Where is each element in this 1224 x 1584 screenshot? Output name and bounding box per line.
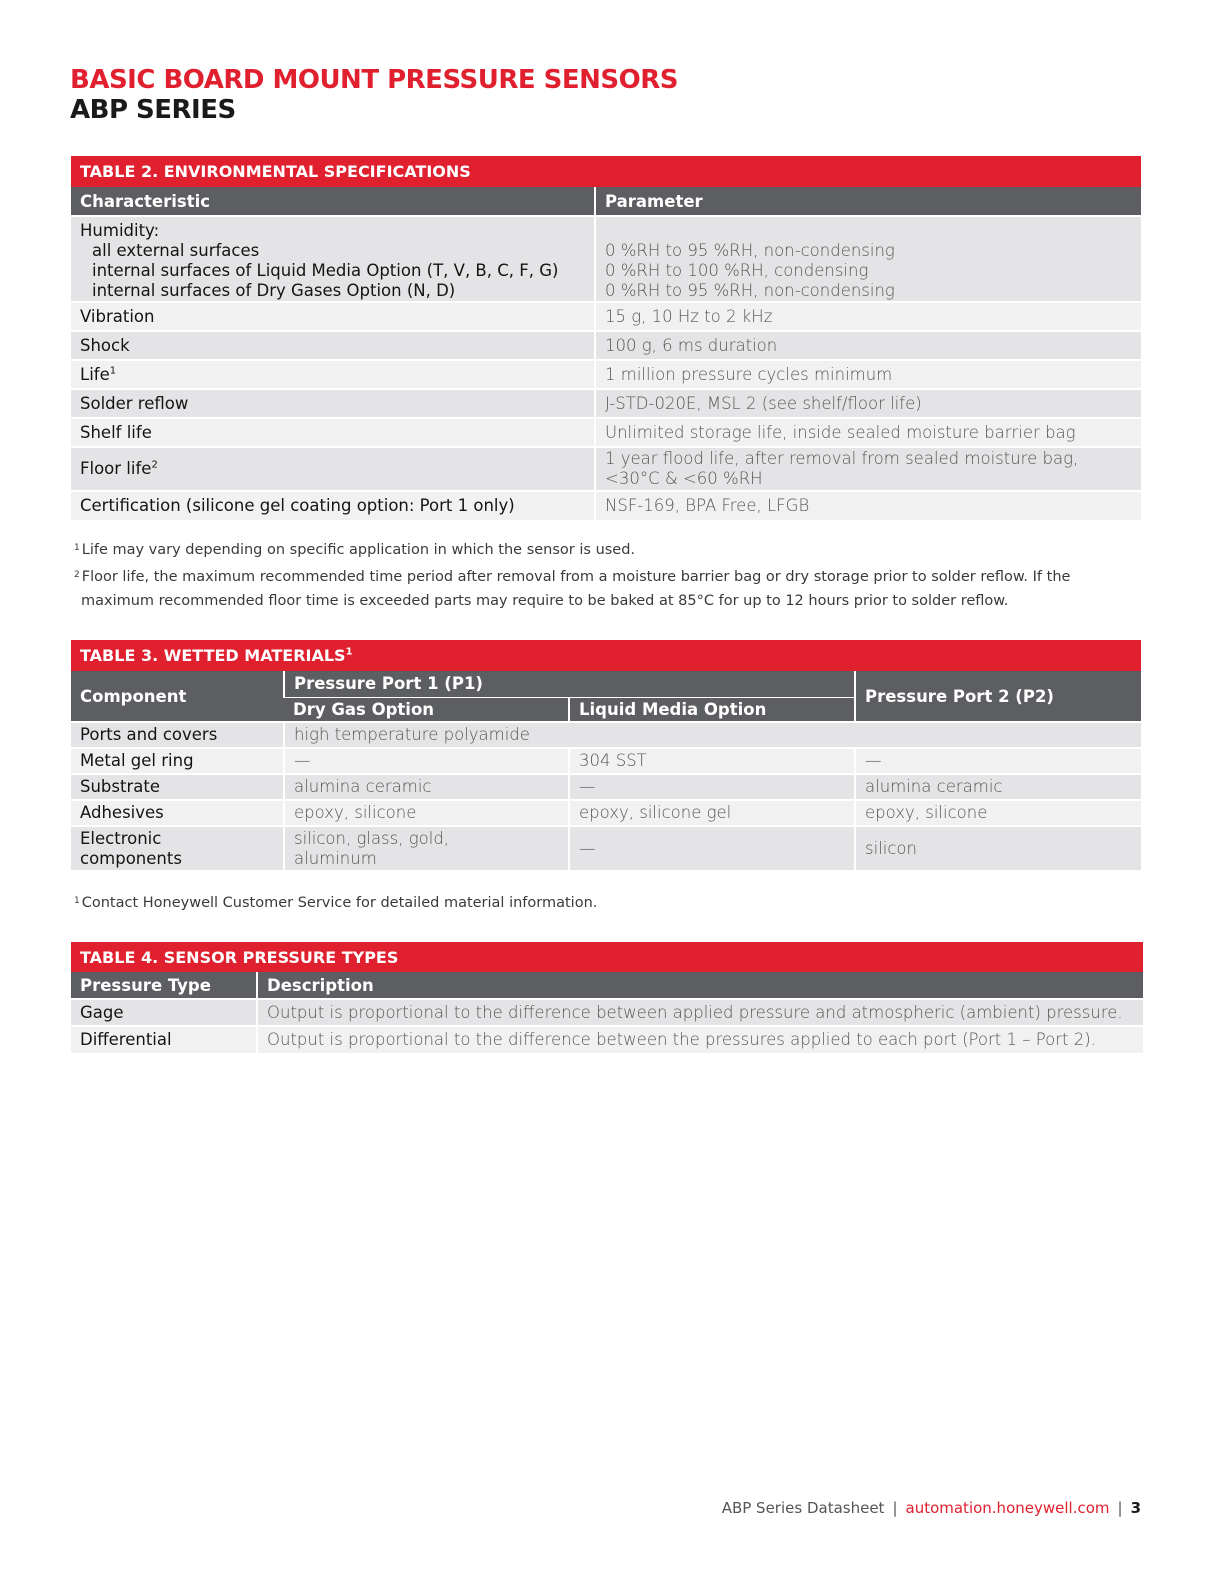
sensor-pressure-types-table	[71, 942, 1143, 1053]
row-label: components	[80, 848, 182, 868]
row-label: Shelf life	[71, 418, 595, 447]
row-value: —	[569, 774, 855, 800]
row-label: Shock	[71, 331, 595, 360]
footnotes-table3	[74, 891, 1149, 915]
row-value: <30°C & <60 %RH	[605, 469, 763, 488]
row-value: 0 %RH to 95 %RH, non-condensing	[605, 241, 895, 260]
row-label: Gage	[71, 999, 257, 1026]
footnotes-table2	[74, 538, 1149, 613]
row-label: Life	[80, 364, 110, 384]
footnote: 1 Contact Honeywell Customer Service for detailed material information.	[74, 895, 598, 911]
column-header: Pressure Port 1 (P1)	[284, 671, 855, 697]
row-value: epoxy, silicone gel	[569, 800, 855, 826]
page-footer	[722, 1499, 1141, 1517]
column-header: Parameter	[595, 187, 1141, 216]
row-label: Floor life	[80, 459, 152, 478]
page-title: BASIC BOARD MOUNT PRESSURE SENSORS	[70, 65, 678, 95]
table-row	[71, 999, 1143, 1026]
environmental-specifications-table	[71, 156, 1141, 520]
row-value: silicon	[855, 826, 1141, 870]
row-label: Ports and covers	[71, 722, 284, 748]
footer-separator: |	[892, 1499, 898, 1517]
column-header: Component	[71, 671, 284, 722]
row-value: Output is proportional to the difference between applied pressure and atmospheric (ambient) pressure.	[257, 999, 1143, 1026]
row-value: epoxy, silicone	[284, 800, 569, 826]
page-header	[70, 64, 678, 124]
table-caption: TABLE 3. WETTED MATERIALS	[80, 646, 346, 665]
table-row	[71, 491, 1141, 520]
table-row	[71, 447, 1141, 491]
column-header: Pressure Port 2 (P2)	[855, 671, 1141, 722]
row-value: 0 %RH to 95 %RH, non-condensing	[605, 281, 895, 300]
table-row	[71, 826, 1141, 870]
table-row	[71, 216, 1141, 302]
footnote: 1 Life may vary depending on specific application in which the sensor is used.	[74, 542, 636, 558]
row-value: 0 %RH to 100 %RH, condensing	[605, 261, 869, 280]
column-header: Liquid Media Option	[569, 697, 855, 722]
column-header: Pressure Type	[71, 972, 257, 999]
table-row	[71, 774, 1141, 800]
table-row	[71, 331, 1141, 360]
row-value: alumina ceramic	[855, 774, 1141, 800]
wetted-materials-table	[71, 640, 1141, 870]
row-value: —	[569, 826, 855, 870]
row-value: NSF-169, BPA Free, LFGB	[595, 491, 1141, 520]
column-header: Dry Gas Option	[284, 697, 569, 722]
row-sublabel: internal surfaces of Liquid Media Option (T, V, B, C, F, G)	[92, 261, 559, 280]
column-header: Description	[257, 972, 1143, 999]
row-value: epoxy, silicone	[855, 800, 1141, 826]
row-value: —	[855, 748, 1141, 774]
page-subtitle: ABP SERIES	[70, 95, 236, 125]
column-header: Characteristic	[71, 187, 595, 216]
table-row	[71, 389, 1141, 418]
table-caption: TABLE 4. SENSOR PRESSURE TYPES	[71, 942, 1143, 972]
row-value: 1 million pressure cycles minimum	[595, 360, 1141, 389]
row-value: 304 SST	[569, 748, 855, 774]
row-value: alumina ceramic	[284, 774, 569, 800]
row-label: Substrate	[71, 774, 284, 800]
row-label: Vibration	[71, 302, 595, 331]
row-label: Humidity:	[80, 221, 160, 240]
row-value: J-STD-020E, MSL 2 (see shelf/floor life)	[595, 389, 1141, 418]
row-label: Metal gel ring	[71, 748, 284, 774]
row-value: Output is proportional to the difference between the pressures applied to each port (Port 1 – Port 2).	[257, 1026, 1143, 1053]
row-sublabel: all external surfaces	[92, 241, 260, 260]
table-caption: TABLE 2. ENVIRONMENTAL SPECIFICATIONS	[71, 156, 1141, 187]
website-link[interactable]: automation.honeywell.com	[905, 1499, 1110, 1517]
row-value: —	[284, 748, 569, 774]
row-sublabel: internal surfaces of Dry Gases Option (N, D)	[92, 281, 456, 300]
row-value: 15 g, 10 Hz to 2 kHz	[595, 302, 1141, 331]
row-label: Solder reflow	[71, 389, 595, 418]
footnote-marker: 1	[109, 365, 117, 376]
footnote-continuation: maximum recommended floor time is exceeded parts may require to be baked at 85°C for up to 12 hours prior to solder reflow.	[81, 593, 1009, 609]
footnote: 2 Floor life, the maximum recommended time period after removal from a moisture barrier bag or dry storage prior to solder reflow. If the	[74, 569, 1071, 585]
row-label: Differential	[71, 1026, 257, 1053]
table-row	[71, 722, 1141, 748]
table-row	[71, 1026, 1143, 1053]
table-row	[71, 418, 1141, 447]
footer-separator: |	[1117, 1499, 1123, 1517]
row-value: 100 g, 6 ms duration	[595, 331, 1141, 360]
table-row	[71, 748, 1141, 774]
row-value: silicon, glass, gold,	[294, 828, 450, 848]
document-name: ABP Series Datasheet	[721, 1499, 885, 1517]
table-row	[71, 800, 1141, 826]
row-value: 1 year flood life, after removal from sealed moisture bag,	[605, 449, 1079, 468]
table-row	[71, 360, 1141, 389]
row-label: Electronic	[80, 828, 162, 848]
table-row	[71, 302, 1141, 331]
row-label: Adhesives	[71, 800, 284, 826]
row-value: aluminum	[294, 848, 377, 868]
footnote-marker: 1	[345, 646, 353, 658]
row-value: Unlimited storage life, inside sealed moisture barrier bag	[595, 418, 1141, 447]
row-label: Certification (silicone gel coating option: Port 1 only)	[71, 491, 595, 520]
footnote-marker: 2	[151, 459, 158, 471]
page-number: 3	[1130, 1499, 1141, 1517]
row-value: high temperature polyamide	[284, 722, 1141, 748]
